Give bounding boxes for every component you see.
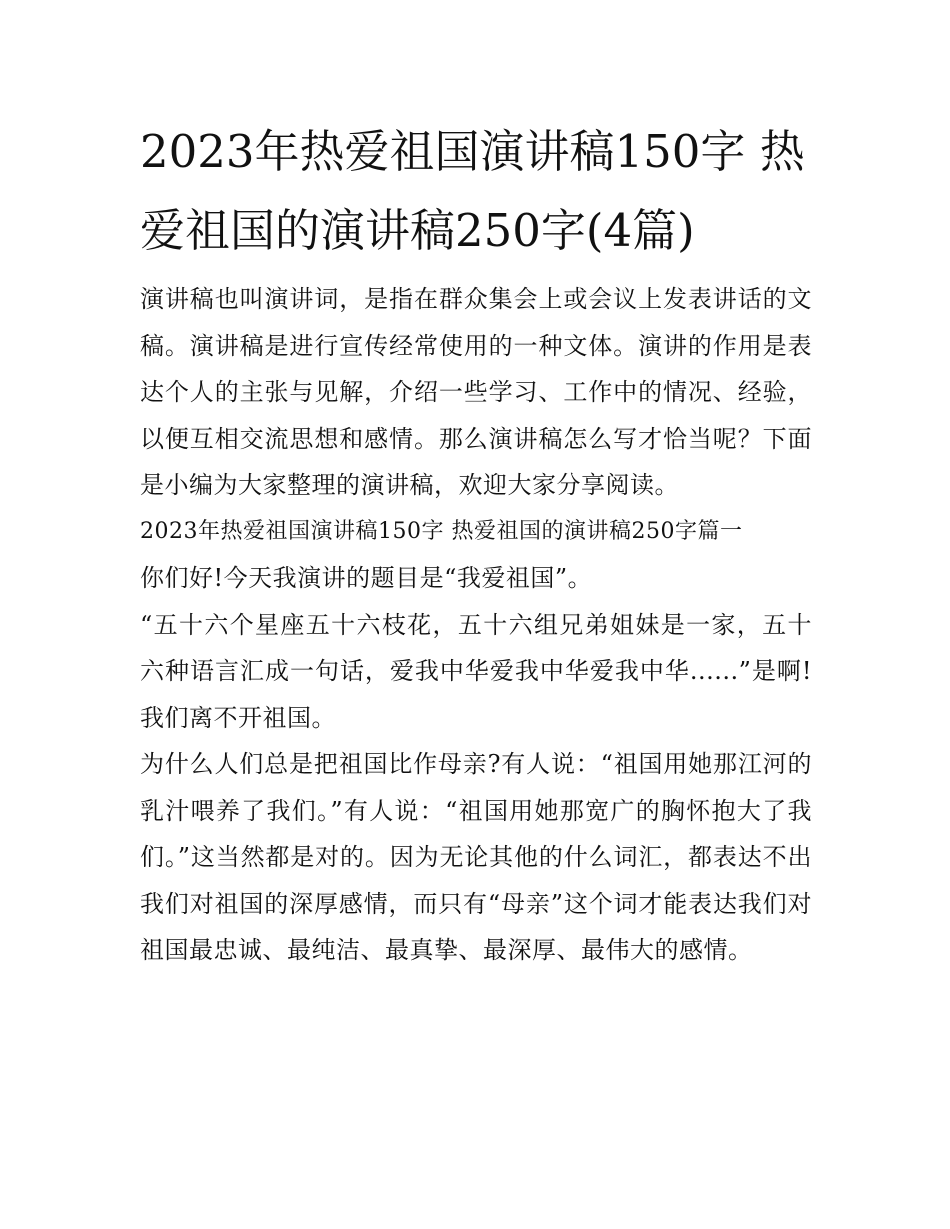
intro-paragraph: 演讲稿也叫演讲词，是指在群众集会上或会议上发表讲话的文稿。演讲稿是进行宣传经常使用的一种文体。演讲的作用是表达个人的主张与见解，介绍一些学习、工作中的情况、经验，以便互相交流思想和感情。那么演讲稿怎么写才恰当呢？下面是小编为大家整理的演讲稿，欢迎大家分享阅读。 <box>140 285 812 499</box>
document-title: 2023年热爱祖国演讲稿150字 热爱祖国的演讲稿250字(4篇) <box>140 125 805 257</box>
section-heading: 2023年热爱祖国演讲稿150字 热爱祖国的演讲稿250字篇一 <box>140 518 743 544</box>
greeting-paragraph: 你们好!今天我演讲的题目是“我爱祖国”。 <box>140 564 593 592</box>
mother-paragraph: 为什么人们总是把祖国比作母亲?有人说：“祖国用她那江河的乳汁喂养了我们。”有人说：“祖国用她那宽广的胸怀抱大了我们。”这当然都是对的。因为无论其他的什么词汇，都表达不出我们对祖国的深厚感情，而只有“母亲”这个词才能表达我们对祖国最忠诚、最纯洁、最真挚、最深厚、最伟大的感情。 <box>140 750 812 964</box>
quote-paragraph: “五十六个星座五十六枝花，五十六组兄弟姐妹是一家，五十六种语言汇成一句话，爱我中华爱我中华爱我中华......”是啊!我们离不开祖国。 <box>140 610 812 732</box>
title-block <box>140 112 812 270</box>
document-page <box>140 112 812 974</box>
